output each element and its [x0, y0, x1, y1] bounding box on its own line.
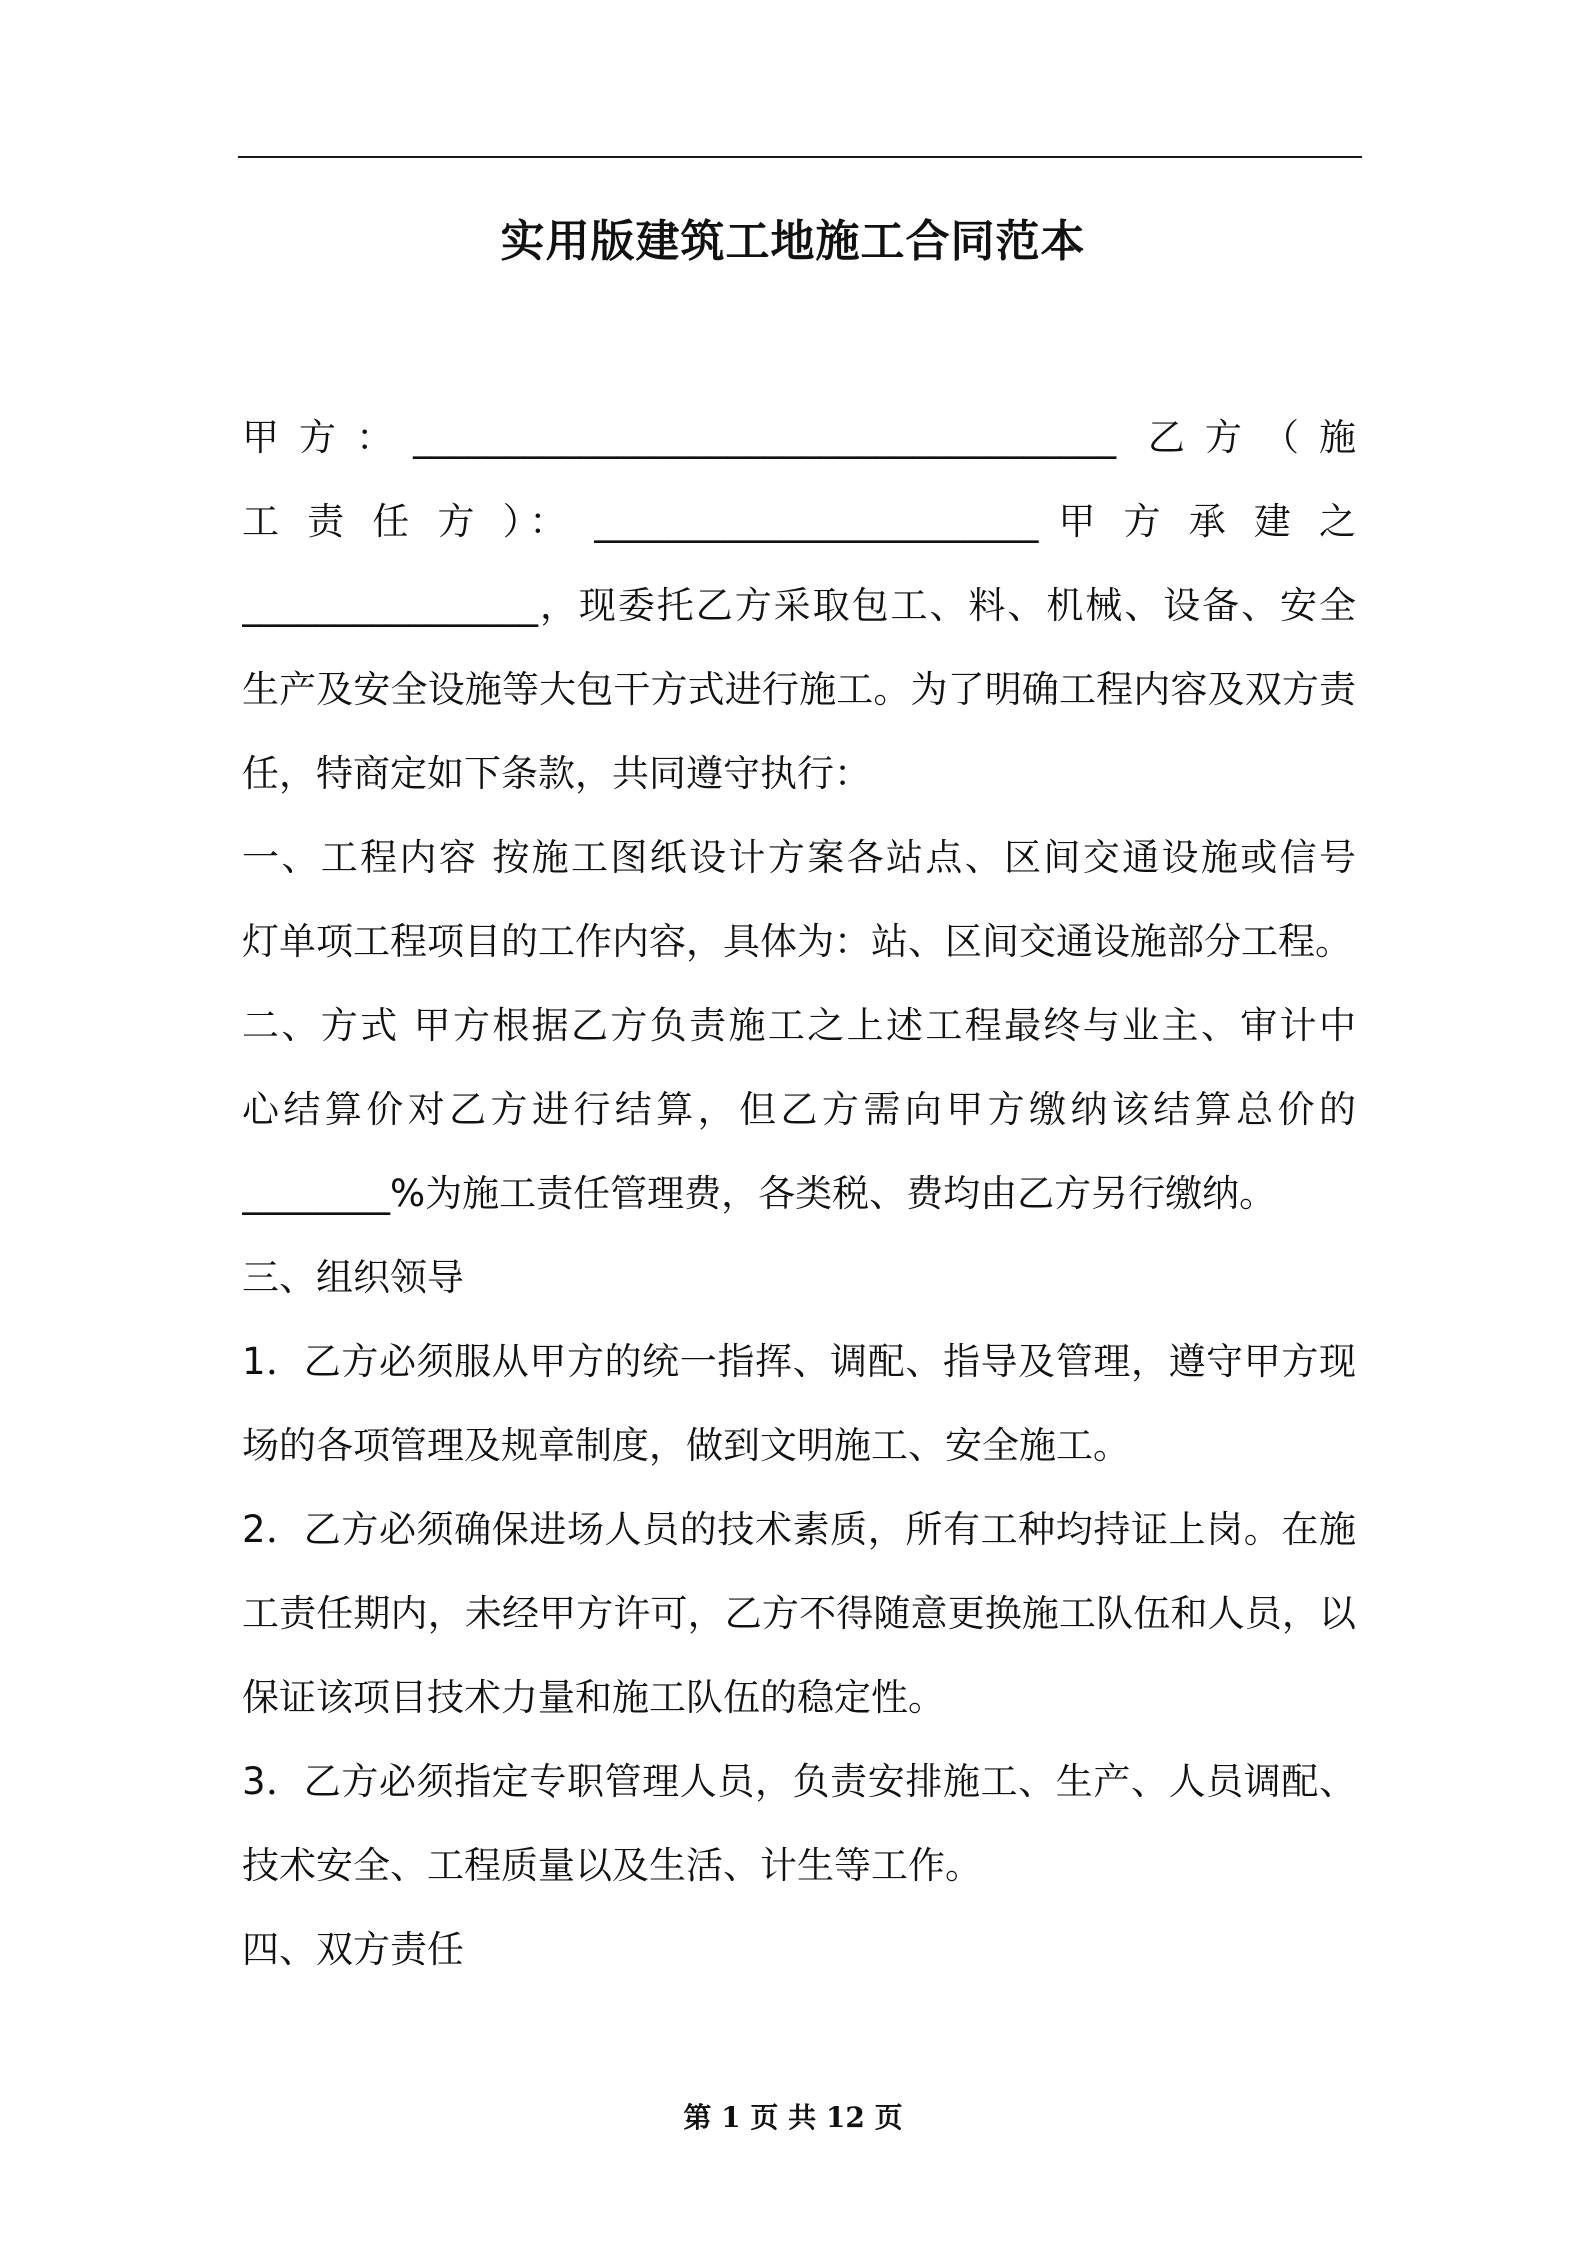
list-item-2: 2．乙方必须确保进场人员的技术素质，所有工种均持证上岗。在施 — [242, 1508, 1356, 1551]
header-rule — [238, 156, 1362, 158]
body-line: 工责任期内，未经甲方许可，乙方不得随意更换施工队伍和人员，以 — [242, 1592, 1356, 1635]
list-item-1: 1．乙方必须服从甲方的统一指挥、调配、指导及管理，遵守甲方现 — [242, 1340, 1356, 1383]
body-line: 技术安全、工程质量以及生活、计生等工作。 — [242, 1844, 982, 1887]
body-line: ________%为施工责任管理费，各类税、费均由乙方另行缴纳。 — [242, 1172, 1277, 1215]
section-heading-organization: 三、组织领导 — [242, 1256, 464, 1299]
body-line-party-a: 甲方：______________________________________ 乙方（施 — [242, 416, 1356, 459]
body-line: 场的各项管理及规章制度，做到文明施工、安全施工。 — [242, 1424, 1130, 1467]
document-body — [242, 396, 1356, 1992]
body-line: 生产及安全设施等大包干方式进行施工。为了明确工程内容及双方责 — [242, 668, 1356, 711]
body-line: 心结算价对乙方进行结算，但乙方需向甲方缴纳该结算总价的 — [242, 1088, 1356, 1131]
body-line-party-b: 工 责 任 方 ）： ________________________ 甲 方 承 建 之 — [242, 500, 1356, 543]
document-title: 实用版建筑工地施工合同范本 — [500, 216, 1086, 267]
page-number: 第 1 页 共 12 页 — [683, 2101, 903, 2134]
body-line: ________________，现委托乙方采取包工、料、机械、设备、安全 — [242, 584, 1356, 627]
section-heading-method: 二、方式 甲方根据乙方负责施工之上述工程最终与业主、审计中 — [242, 1004, 1356, 1047]
section-heading-responsibilities: 四、双方责任 — [242, 1928, 464, 1971]
body-line: 任，特商定如下条款，共同遵守执行： — [242, 752, 871, 795]
list-item-3: 3．乙方必须指定专职管理人员，负责安排施工、生产、人员调配、 — [242, 1760, 1356, 1803]
body-line: 保证该项目技术力量和施工队伍的稳定性。 — [242, 1676, 945, 1719]
section-heading-scope: 一、工程内容 按施工图纸设计方案各站点、区间交通设施或信号 — [242, 836, 1356, 879]
body-line: 灯单项工程项目的工作内容，具体为：站、区间交通设施部分工程。 — [242, 920, 1352, 963]
